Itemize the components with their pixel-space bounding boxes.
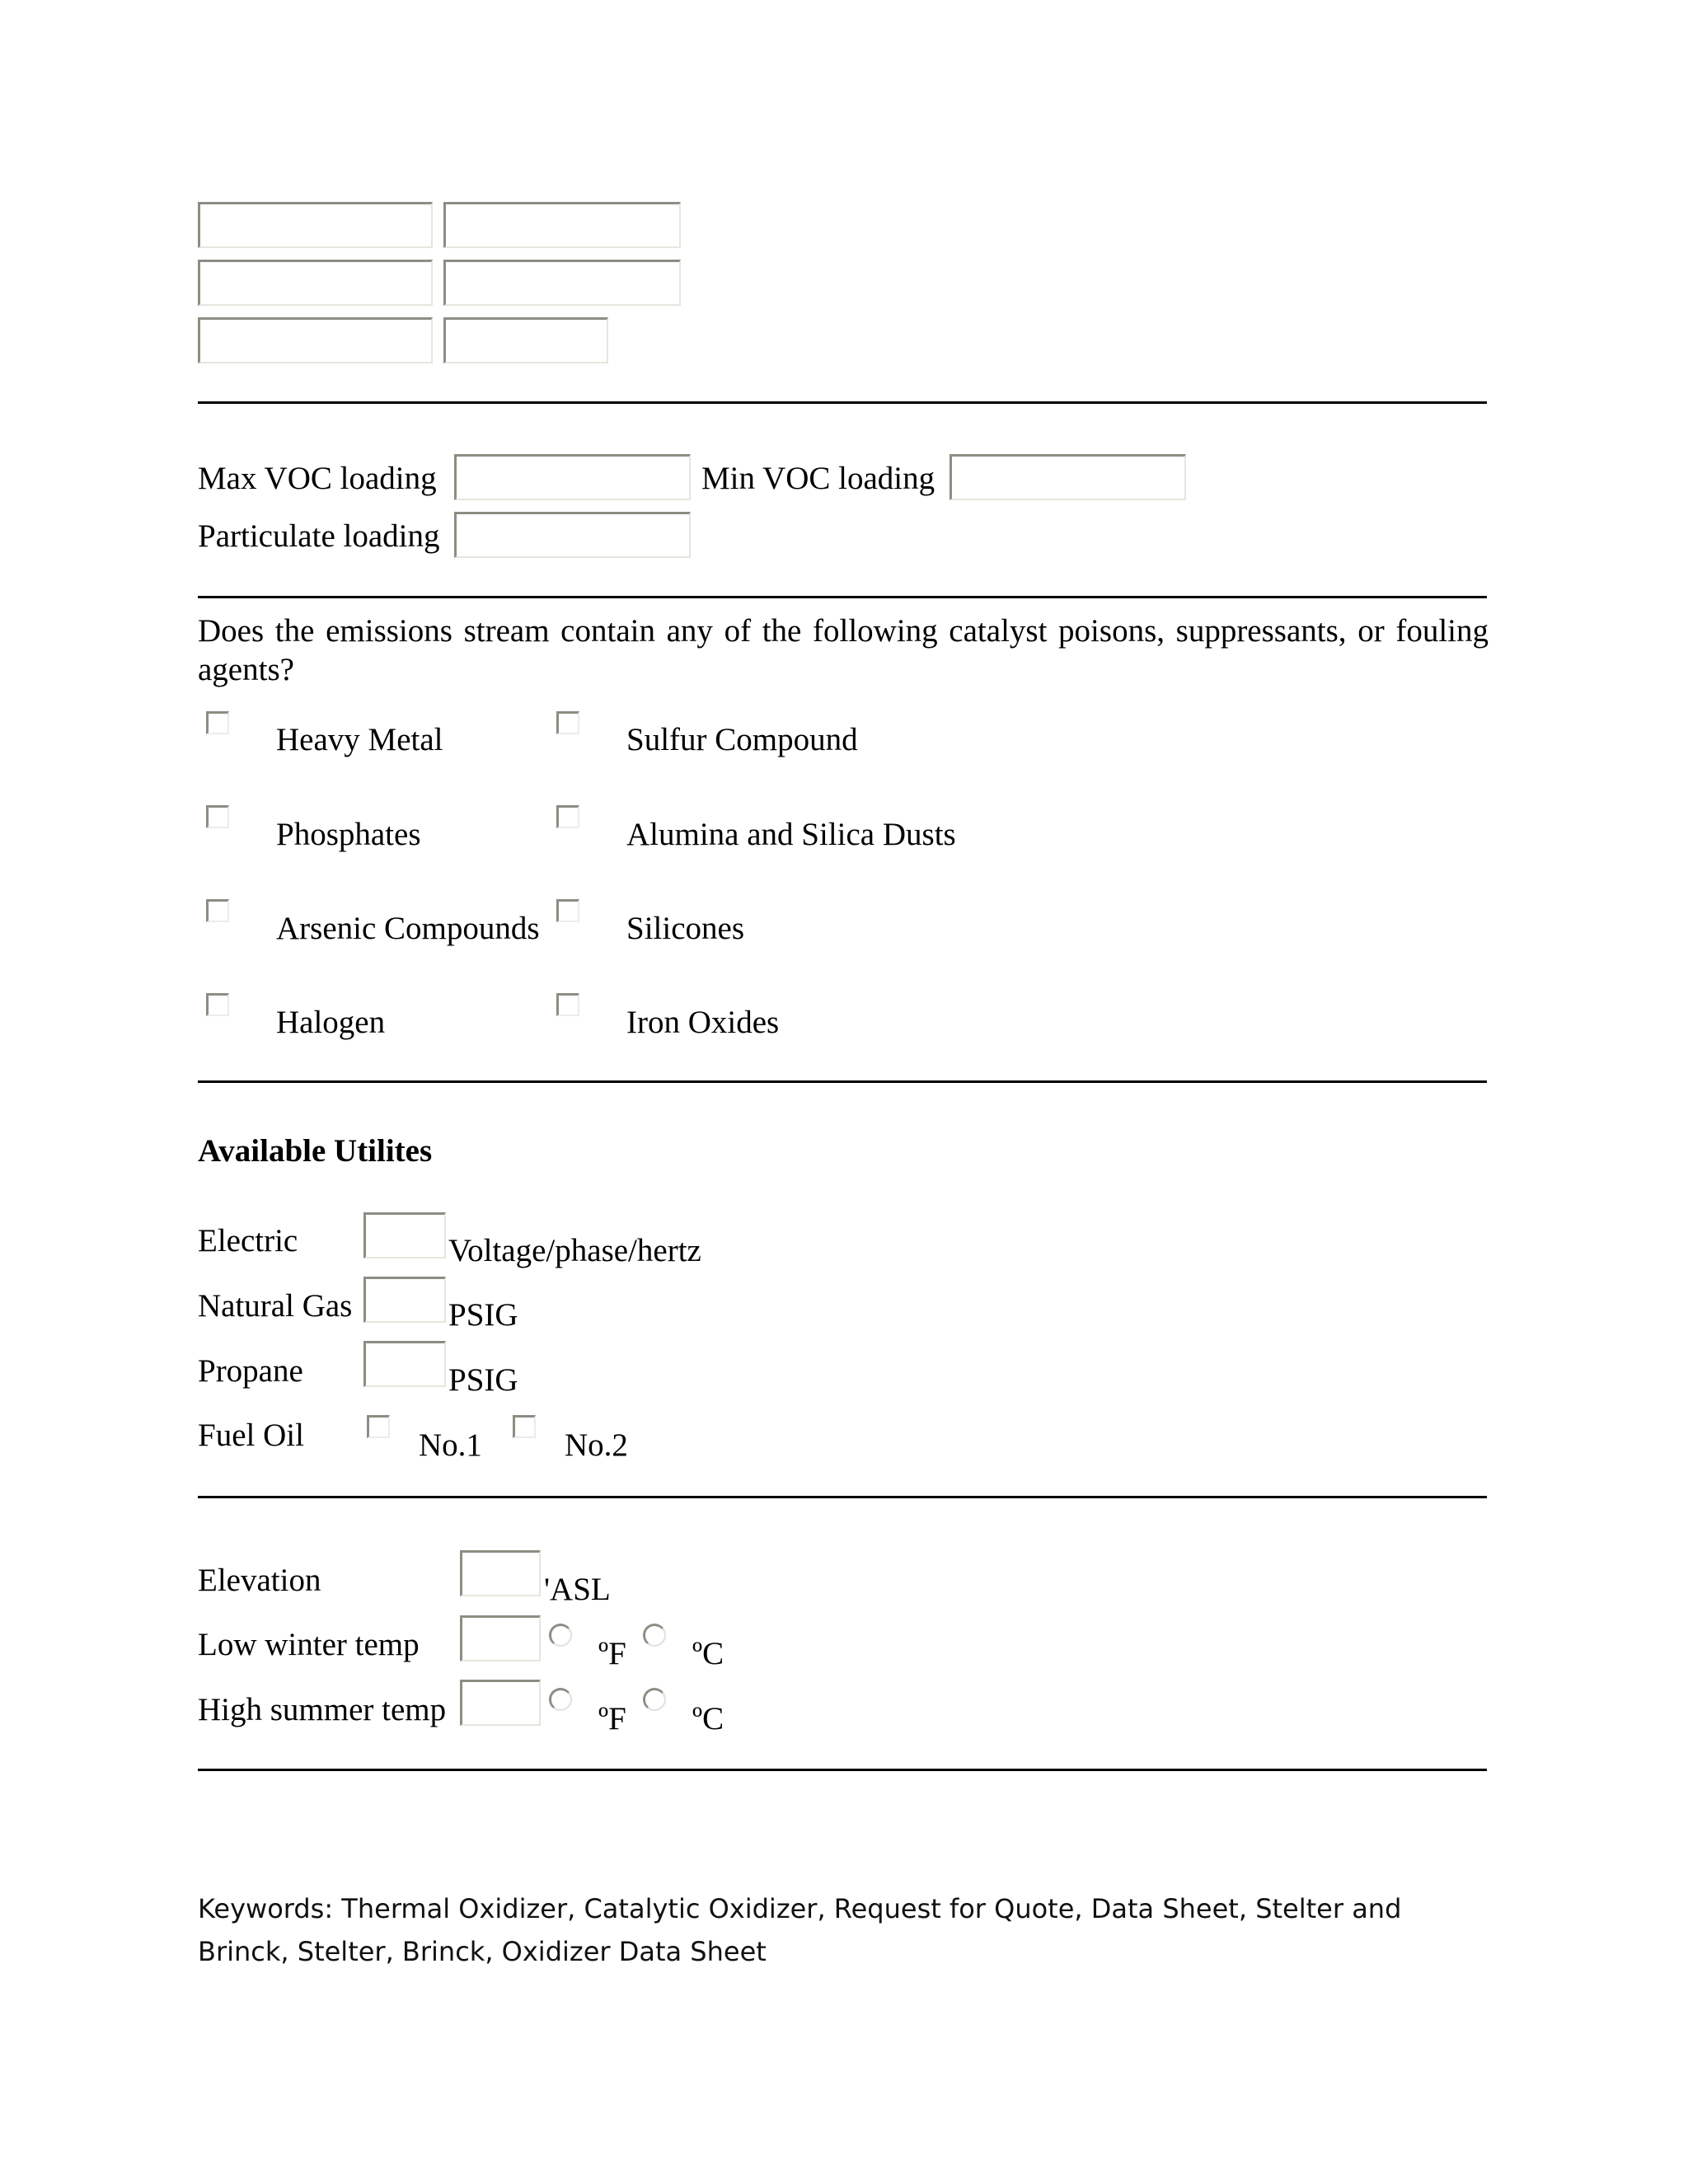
electric-label: Electric (198, 1223, 298, 1258)
fuel-oil-no2-checkbox[interactable] (513, 1415, 536, 1438)
phosphates-checkbox[interactable] (206, 805, 229, 828)
divider-2 (198, 596, 1487, 598)
heavy-metal-label: Heavy Metal (276, 722, 443, 757)
top-field-5[interactable] (198, 317, 433, 363)
top-field-1[interactable] (198, 202, 433, 248)
max-voc-input[interactable] (454, 454, 691, 500)
top-field-6[interactable] (443, 317, 608, 363)
heavy-metal-checkbox[interactable] (206, 711, 229, 734)
low-temp-c-label: ºC (692, 1636, 724, 1671)
high-temp-label: High summer temp (198, 1692, 447, 1727)
utilities-heading: Available Utilites (198, 1133, 433, 1169)
propane-unit: PSIG (448, 1362, 518, 1398)
fuel-oil-no1-checkbox[interactable] (367, 1415, 390, 1438)
top-field-2[interactable] (443, 202, 681, 248)
electric-input[interactable] (363, 1212, 446, 1258)
fuel-oil-no1-label: No.1 (419, 1427, 482, 1463)
particulate-input[interactable] (454, 512, 691, 558)
silicones-label: Silicones (626, 911, 744, 946)
low-temp-label: Low winter temp (198, 1627, 420, 1662)
sulfur-compound-label: Sulfur Compound (626, 722, 858, 757)
low-temp-f-label: ºF (598, 1636, 626, 1671)
phosphates-label: Phosphates (276, 817, 421, 852)
min-voc-label: Min VOC loading (701, 461, 935, 496)
high-temp-f-label: ºF (598, 1701, 626, 1736)
propane-input[interactable] (363, 1341, 446, 1387)
fuel-oil-no2-label: No.2 (565, 1427, 628, 1463)
divider-3 (198, 1080, 1487, 1083)
elevation-label: Elevation (198, 1563, 321, 1598)
low-temp-f-radio[interactable] (549, 1624, 572, 1647)
high-temp-c-label: ºC (692, 1701, 724, 1736)
fuel-oil-label: Fuel Oil (198, 1418, 304, 1453)
halogen-label: Halogen (276, 1005, 386, 1040)
natural-gas-input[interactable] (363, 1277, 446, 1323)
divider-4 (198, 1496, 1487, 1498)
propane-label: Propane (198, 1353, 303, 1389)
particulate-label: Particulate loading (198, 518, 440, 554)
max-voc-label: Max VOC loading (198, 461, 437, 496)
poisons-question: Does the emissions stream contain any of the following catalyst poisons, suppressants, or fouling agents? (198, 613, 1489, 687)
electric-unit: Voltage/phase/hertz (448, 1233, 701, 1268)
iron-oxides-label: Iron Oxides (626, 1005, 780, 1040)
silicones-checkbox[interactable] (556, 899, 579, 922)
elevation-unit: 'ASL (544, 1572, 611, 1607)
min-voc-input[interactable] (950, 454, 1186, 500)
low-temp-input[interactable] (460, 1615, 541, 1661)
elevation-input[interactable] (460, 1550, 541, 1596)
low-temp-c-radio[interactable] (643, 1624, 666, 1647)
keywords-text: Keywords: Thermal Oxidizer, Catalytic Oxidizer, Request for Quote, Data Sheet, Stelter and Brinck, Stelter, Brinck, Oxidizer Data Sheet (198, 1893, 1402, 1967)
iron-oxides-checkbox[interactable] (556, 993, 579, 1016)
alumina-silica-label: Alumina and Silica Dusts (626, 817, 956, 852)
divider-5 (198, 1769, 1487, 1771)
top-field-4[interactable] (443, 260, 681, 306)
alumina-silica-checkbox[interactable] (556, 805, 579, 828)
arsenic-compounds-label: Arsenic Compounds (276, 911, 540, 946)
natural-gas-label: Natural Gas (198, 1288, 353, 1324)
high-temp-c-radio[interactable] (643, 1688, 666, 1711)
sulfur-compound-checkbox[interactable] (556, 711, 579, 734)
high-temp-f-radio[interactable] (549, 1688, 572, 1711)
high-temp-input[interactable] (460, 1680, 541, 1726)
halogen-checkbox[interactable] (206, 993, 229, 1016)
top-field-3[interactable] (198, 260, 433, 306)
natural-gas-unit: PSIG (448, 1297, 518, 1333)
divider-1 (198, 401, 1487, 404)
arsenic-compounds-checkbox[interactable] (206, 899, 229, 922)
